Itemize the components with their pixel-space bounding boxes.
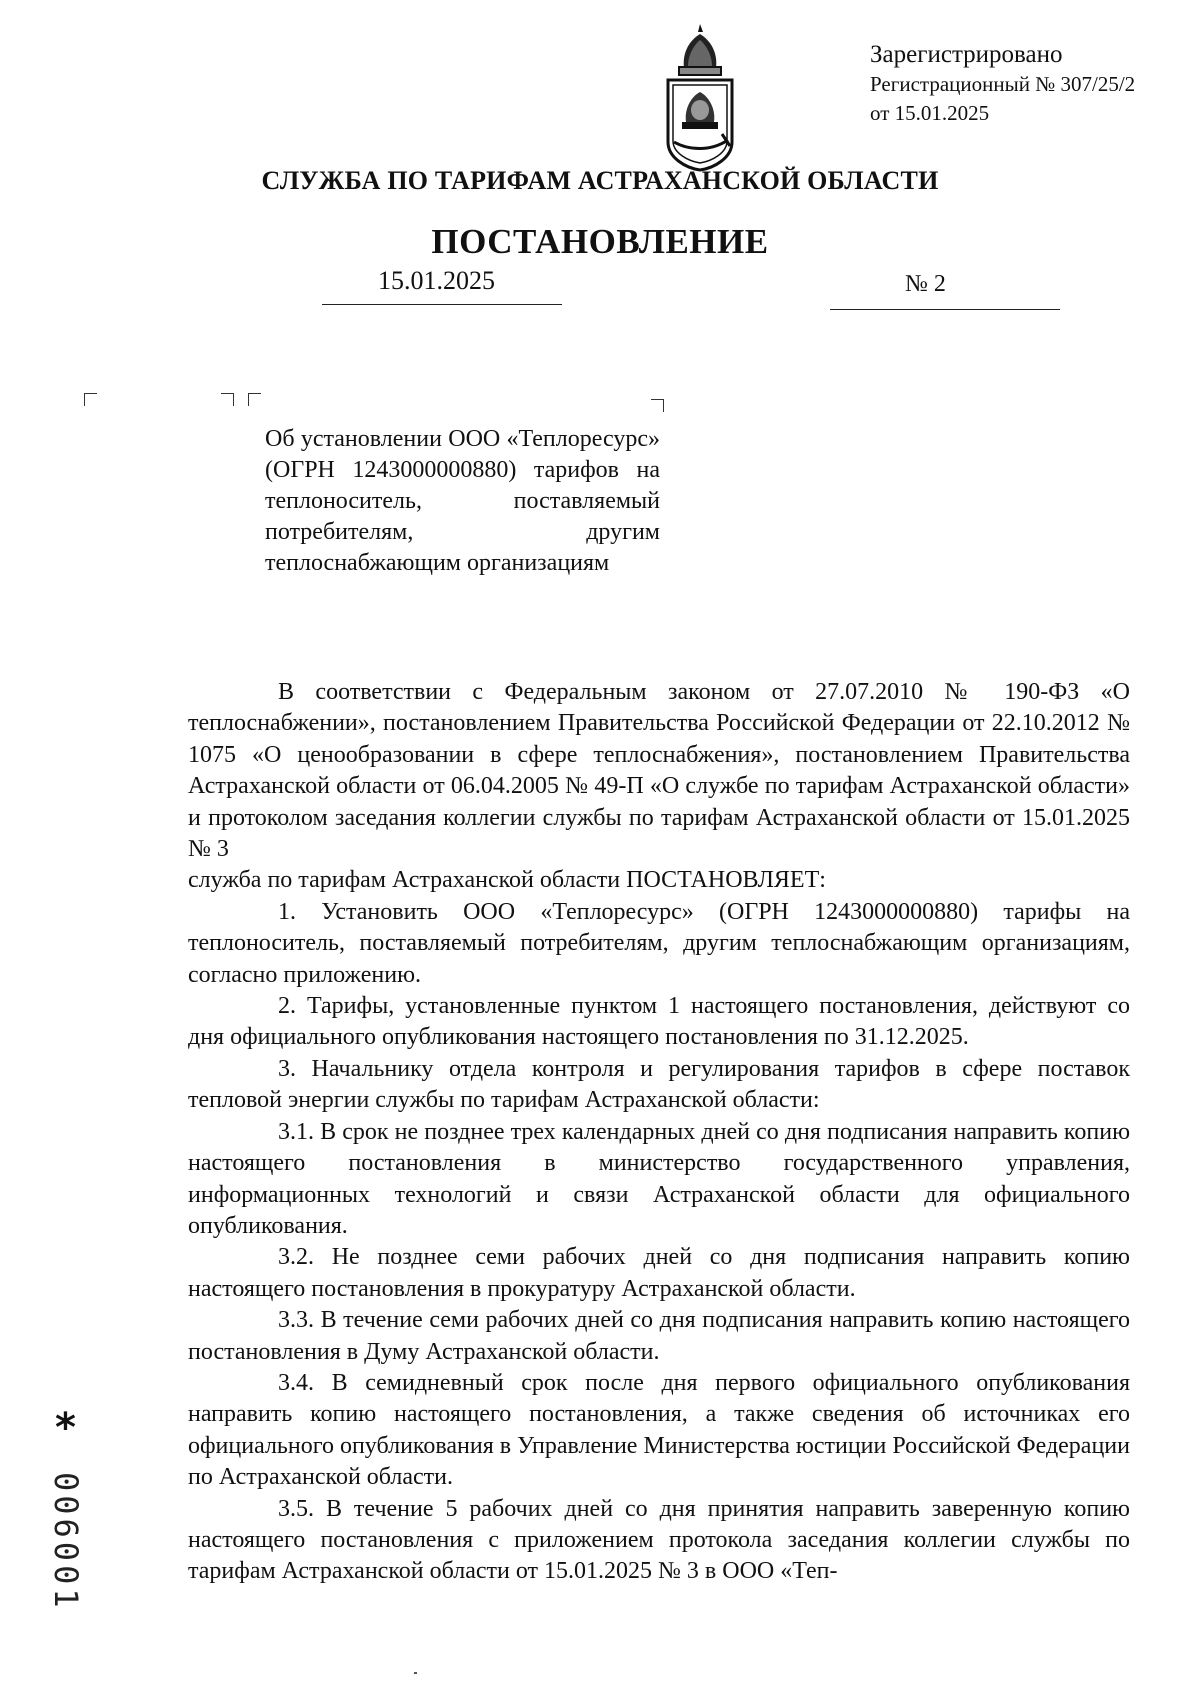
clause-3-3: 3.3. В течение семи рабочих дней со дня подписания направить копию настоящего постановления в Думу Астраханской области. xyxy=(188,1307,1130,1365)
clause-3-5: 3.5. В течение 5 рабочих дней со дня принятия направить заверенную копию настоящего постановления с приложением протокола заседания коллегии службы по тарифам Астраханской области от 15.01.2025 № 3 в ООО «Теп- xyxy=(188,1495,1130,1585)
document-number: № 2 xyxy=(905,271,946,297)
clause-1: 1. Установить ООО «Теплоресурс» (ОГРН 1243000000880) тарифы на теплоноситель, поставляемый потребителям, другим теплоснабжающим организациям, согласно приложению. xyxy=(188,898,1130,988)
scan-speck xyxy=(414,1672,417,1674)
margin-serial-number: 006001 xyxy=(47,1472,85,1612)
document-subject: Об установлении ООО «Теплоресурс» (ОГРН 1243000000880) тарифов на теплоноситель, поставляемый потребителям, другим теплоснабжающим организациям xyxy=(265,426,660,576)
corner-mark-left-close xyxy=(221,393,234,406)
document-type: ПОСТАНОВЛЕНИЕ xyxy=(431,222,769,261)
organization-name: СЛУЖБА ПО ТАРИФАМ АСТРАХАНСКОЙ ОБЛАСТИ xyxy=(261,166,939,195)
document-body xyxy=(188,677,1130,1588)
number-underline xyxy=(830,309,1060,310)
clause-3: 3. Начальнику отдела контроля и регулирования тарифов в сфере поставок тепловой энергии службы по тарифам Астраханской области: xyxy=(188,1055,1130,1114)
registration-number: Регистрационный № 307/25/2 xyxy=(870,72,1136,96)
clause-3-1: 3.1. В срок не позднее трех календарных дней со дня подписания направить копию настоящего постановления в министерство государственного управления, информационных технологий и связи Астраханской области для официального опубликования. xyxy=(188,1118,1130,1239)
resolution-statement: служба по тарифам Астраханской области ПОСТАНОВЛЯЕТ: xyxy=(188,867,826,894)
registration-date: от 15.01.2025 xyxy=(870,101,990,125)
clause-2: 2. Тарифы, установленные пунктом 1 настоящего постановления, действуют со дня официального опубликования настоящего постановления по 31.12.2025. xyxy=(188,993,1130,1051)
corner-mark-left-open xyxy=(84,393,97,406)
clause-3-4: 3.4. В семидневный срок после дня первого официального опубликования направить копию настоящего постановления, а также сведения об источниках его официального опубликования в Управление Министерства юстиции Российской Федерации по Астраханской области. xyxy=(188,1369,1130,1491)
margin-star-mark: * xyxy=(55,1405,76,1451)
coat-of-arms-emblem xyxy=(662,22,738,172)
corner-mark-subject-open xyxy=(248,393,261,406)
corner-mark-subject-close xyxy=(651,399,664,412)
date-underline xyxy=(322,304,562,305)
clause-3-2: 3.2. Не позднее семи рабочих дней со дня подписания направить копию настоящего постановления в прокуратуру Астраханской области. xyxy=(188,1244,1130,1302)
registration-label: Зарегистрировано xyxy=(870,41,1063,68)
preamble-paragraph: В соответствии с Федеральным законом от 27.07.2010 № 190-ФЗ «О теплоснабжении», постановлением Правительства Российской Федерации от 22.10.2012 № 1075 «О ценообразовании в сфере теплоснабжения», постановлением Правительства Астраханской области от 06.04.2005 № 49-П «О службе по тарифам Астраханской области» и протоколом заседания коллегии службы по тарифам Астраханской области от 15.01.2025 № 3 xyxy=(188,679,1130,863)
registration-stamp xyxy=(870,40,1135,128)
document-date: 15.01.2025 xyxy=(378,266,495,295)
